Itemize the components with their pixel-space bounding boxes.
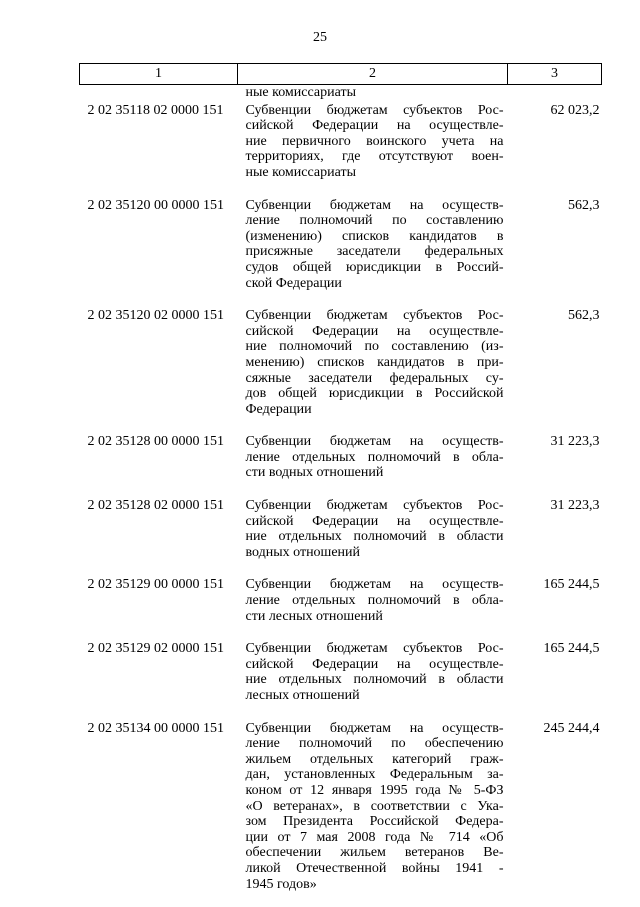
description (238, 639, 508, 718)
amount: 562,3 (508, 196, 602, 307)
table-row (80, 196, 602, 307)
description-line: присяжные заседатели федеральных (246, 244, 504, 260)
description-line: сти водных отношений (246, 465, 504, 481)
description-line: судов общей юрисдикции в Россий- (246, 260, 504, 276)
amount: 245 244,4 (508, 719, 602, 907)
description-line: Субвенции бюджетам субъектов Рос- (246, 308, 504, 324)
table-row (80, 719, 602, 907)
description-line: ликой Отечественной войны 1941 - (246, 861, 504, 877)
description-line: коном от 12 января 1995 года № 5-ФЗ (246, 783, 504, 799)
table-row (80, 496, 602, 575)
description-line: Субвенции бюджетам на осуществ- (246, 721, 504, 737)
description-line: (изменению) списков кандидатов в (246, 229, 504, 245)
description-line: ление полномочий по обеспечению (246, 736, 504, 752)
description-line: ление отдельных полномочий в обла- (246, 450, 504, 466)
description-line: дов общей юрисдикции в Российской (246, 386, 504, 402)
table-header (80, 64, 602, 85)
description-line: «О ветеранах», в соответствии с Ука- (246, 799, 504, 815)
budget-code: 2 02 35120 00 0000 151 (80, 196, 238, 307)
amount: 165 244,5 (508, 639, 602, 718)
description-line: территориях, где отсутствуют воен- (246, 149, 504, 165)
description-line: ние полномочий по составлению (из- (246, 339, 504, 355)
description-line: Субвенции бюджетам субъектов Рос- (246, 498, 504, 514)
description-line: 1945 годов» (246, 877, 504, 893)
amount: 562,3 (508, 306, 602, 432)
description-line: Субвенции бюджетам субъектов Рос- (246, 641, 504, 657)
description-line: сийской Федерации на осуществле- (246, 118, 504, 134)
table-row (80, 432, 602, 496)
description-line: зом Президента Российской Федера- (246, 814, 504, 830)
description-line: сийской Федерации на осуществле- (246, 657, 504, 673)
amount: 31 223,3 (508, 432, 602, 496)
column-header-3: 3 (508, 64, 602, 85)
continuation-row (80, 85, 602, 101)
description (238, 432, 508, 496)
description-line: обеспечении жильем ветеранов Ве- (246, 845, 504, 861)
continuation-text: ные комиссариаты (246, 85, 504, 101)
description-line: дан, установленных Федеральным за- (246, 767, 504, 783)
description-line: сти лесных отношений (246, 609, 504, 625)
description-line: Федерации (246, 402, 504, 418)
description-line: менению) списков кандидатов в при- (246, 355, 504, 371)
budget-code: 2 02 35129 00 0000 151 (80, 575, 238, 639)
table-row (80, 575, 602, 639)
description (238, 719, 508, 907)
description-line: ление отдельных полномочий в обла- (246, 593, 504, 609)
description-line: ление полномочий по составлению (246, 213, 504, 229)
amount: 165 244,5 (508, 575, 602, 639)
description-line: сийской Федерации на осуществле- (246, 514, 504, 530)
budget-code: 2 02 35118 02 0000 151 (80, 101, 238, 196)
description (238, 575, 508, 639)
description-line: водных отношений (246, 545, 504, 561)
budget-code: 2 02 35134 00 0000 151 (80, 719, 238, 907)
description-line: Субвенции бюджетам субъектов Рос- (246, 103, 504, 119)
budget-code: 2 02 35128 00 0000 151 (80, 432, 238, 496)
budget-code: 2 02 35128 02 0000 151 (80, 496, 238, 575)
budget-code: 2 02 35120 02 0000 151 (80, 306, 238, 432)
table-body (80, 85, 602, 907)
description (238, 101, 508, 196)
column-header-2: 2 (238, 64, 508, 85)
budget-table (79, 63, 602, 907)
description (238, 496, 508, 575)
description-line: сийской Федерации на осуществле- (246, 324, 504, 340)
budget-code: 2 02 35129 02 0000 151 (80, 639, 238, 718)
description-line: ской Федерации (246, 276, 504, 292)
amount: 62 023,2 (508, 101, 602, 196)
description-line: ные комиссариаты (246, 165, 504, 181)
table-row (80, 639, 602, 718)
description-line: Субвенции бюджетам на осуществ- (246, 198, 504, 214)
description (238, 306, 508, 432)
description-line: Субвенции бюджетам на осуществ- (246, 434, 504, 450)
table-row (80, 101, 602, 196)
description-line: Субвенции бюджетам на осуществ- (246, 577, 504, 593)
description (238, 196, 508, 307)
description-line: лесных отношений (246, 688, 504, 704)
description-line: ние отдельных полномочий в области (246, 529, 504, 545)
description-line: ции от 7 мая 2008 года № 714 «Об (246, 830, 504, 846)
amount: 31 223,3 (508, 496, 602, 575)
description-line: ние отдельных полномочий в области (246, 672, 504, 688)
table-row (80, 306, 602, 432)
page-number: 25 (0, 30, 640, 46)
description-line: жильем отдельных категорий граж- (246, 752, 504, 768)
description-line: сяжные заседатели федеральных су- (246, 371, 504, 387)
column-header-1: 1 (80, 64, 238, 85)
description-line: ние первичного воинского учета на (246, 134, 504, 150)
